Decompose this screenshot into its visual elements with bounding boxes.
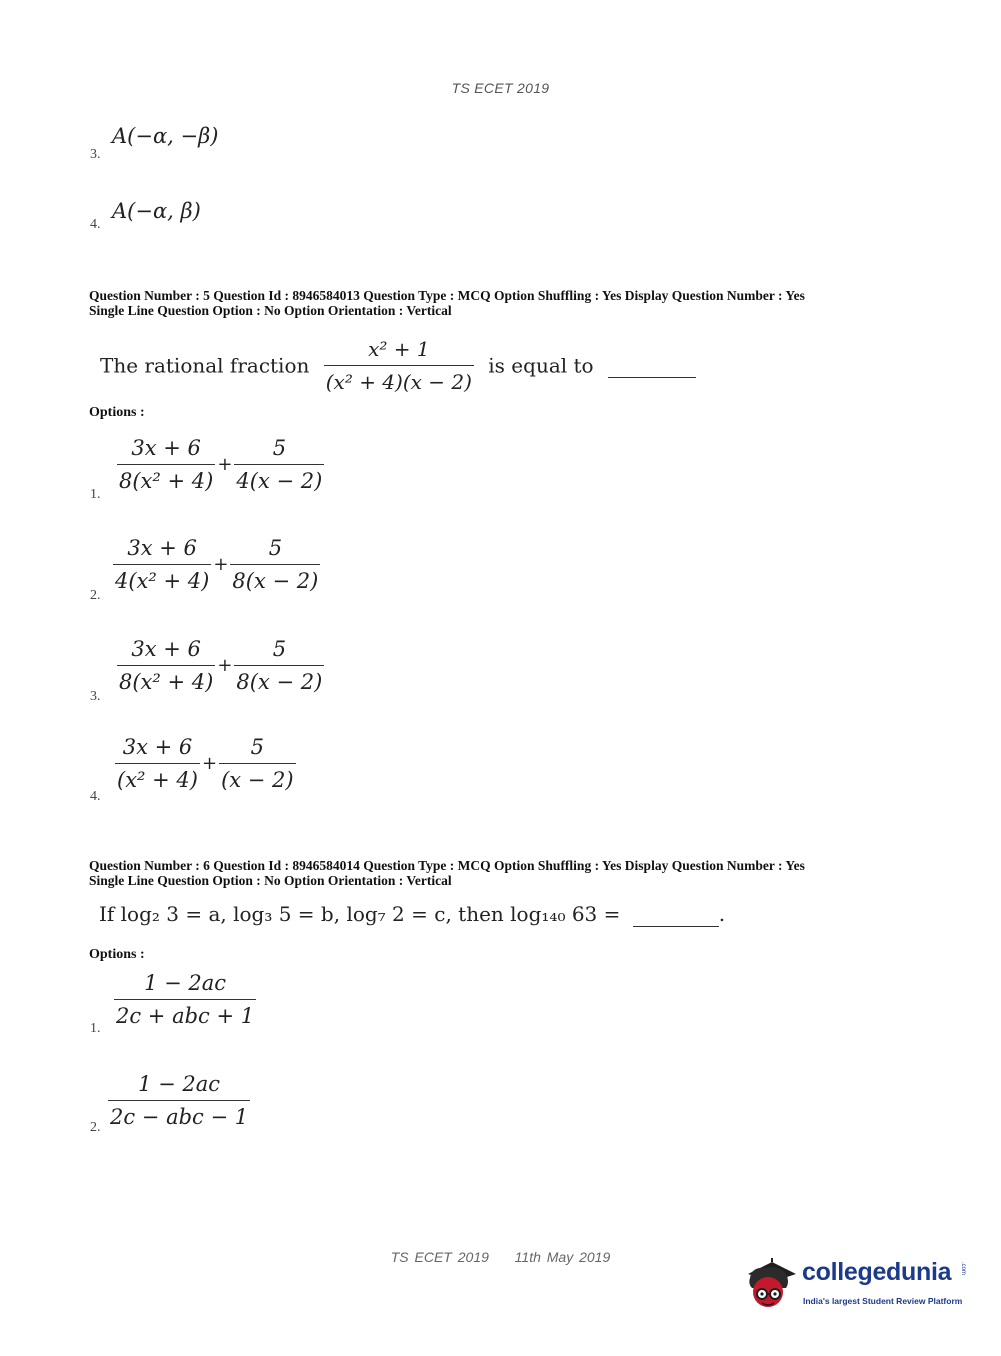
option-number: 2.: [90, 588, 101, 603]
fraction-2: [230, 536, 320, 593]
fraction-denominator: (x² + 4)(x − 2): [324, 365, 474, 394]
option-number: 2.: [90, 1120, 101, 1135]
denominator: 4(x² + 4): [113, 564, 211, 593]
option-number: 4.: [90, 789, 101, 804]
option-number: 4.: [90, 217, 101, 232]
option-number: 3.: [90, 147, 101, 162]
numerator: 3x + 6: [127, 536, 197, 560]
option-number: 3.: [90, 689, 101, 704]
question-5-meta: [89, 288, 805, 318]
numerator: 3x + 6: [131, 436, 201, 460]
plus-sign: +: [213, 554, 229, 575]
fraction-2: [234, 436, 324, 493]
question-fraction: [324, 337, 474, 394]
page-header: TS ECET 2019: [451, 80, 550, 96]
option-4-expression: [115, 735, 296, 792]
numerator: 3x + 6: [131, 637, 201, 661]
plus-sign: +: [201, 753, 218, 774]
fraction: [108, 1072, 250, 1129]
question-6-text: [99, 902, 725, 927]
numerator: 5: [272, 436, 287, 460]
numerator: 5: [250, 735, 265, 759]
option-expression: A(−α, β): [112, 199, 201, 223]
option-3-expression: [117, 637, 324, 694]
denominator: 4(x − 2): [234, 464, 324, 493]
collegedunia-logo[interactable]: [742, 1252, 972, 1316]
numerator: 5: [268, 536, 283, 560]
option-number: 1.: [90, 1021, 101, 1036]
fraction-2: [219, 735, 296, 792]
question-5-text: [100, 337, 696, 394]
footer-exam: TS ECET 2019: [390, 1249, 489, 1265]
denominator: (x² + 4): [115, 763, 200, 792]
plus-sign: +: [217, 454, 233, 475]
fraction-2: [234, 637, 324, 694]
options-label: Options :: [89, 947, 145, 962]
plus-sign: +: [217, 655, 233, 676]
footer-date: 11th May 2019: [514, 1249, 611, 1265]
denominator: 8(x² + 4): [117, 665, 215, 694]
meta-line-1: Question Number : 6 Question Id : 8946584014 Question Type : MCQ Option Shuffling : Yes Display Question Number : Yes: [89, 858, 805, 873]
meta-line-2: Single Line Question Option : No Option Orientation : Vertical: [89, 303, 452, 318]
numerator: 3x + 6: [122, 735, 193, 759]
option-2-expression: [113, 536, 320, 593]
question-text-before: The rational fraction: [100, 353, 310, 378]
answer-blank: [633, 902, 719, 927]
fraction: [114, 971, 256, 1028]
option-expression: A(−α, −β): [112, 124, 219, 148]
fraction-numerator: x² + 1: [368, 337, 430, 361]
option-1-expression: [117, 436, 324, 493]
denominator: 8(x² + 4): [117, 464, 215, 493]
question-text-after: is equal to: [488, 353, 594, 378]
numerator: 5: [272, 637, 287, 661]
numerator: 1 − 2ac: [144, 971, 227, 995]
fraction-1: [115, 735, 200, 792]
mascot-icon: [742, 1252, 800, 1316]
answer-blank: [608, 353, 696, 378]
logo-wordmark: collegedunia: [802, 1258, 952, 1286]
fraction-1: [117, 637, 215, 694]
question-text: If log₂ 3 = a, log₃ 5 = b, log₇ 2 = c, then log₁₄₀ 63 =: [99, 902, 621, 926]
question-6-meta: [89, 858, 805, 888]
fraction-1: [113, 536, 211, 593]
logo-suffix: .com: [960, 1262, 966, 1276]
meta-line-1: Question Number : 5 Question Id : 8946584013 Question Type : MCQ Option Shuffling : Yes Display Question Number : Yes: [89, 288, 805, 303]
logo-tagline: India's largest Student Review Platform: [803, 1296, 963, 1306]
denominator: 2c + abc + 1: [114, 999, 256, 1028]
numerator: 1 − 2ac: [138, 1072, 221, 1096]
denominator: 8(x − 2): [234, 665, 324, 694]
options-label: Options :: [89, 405, 145, 420]
meta-line-2: Single Line Question Option : No Option Orientation : Vertical: [89, 873, 452, 888]
question-text-end: .: [718, 902, 726, 926]
denominator: 8(x − 2): [230, 564, 320, 593]
option-1-expression: [114, 971, 256, 1028]
fraction-1: [117, 436, 215, 493]
denominator: (x − 2): [219, 763, 296, 792]
denominator: 2c − abc − 1: [108, 1100, 250, 1129]
option-2-expression: [108, 1072, 250, 1129]
option-number: 1.: [90, 487, 101, 502]
